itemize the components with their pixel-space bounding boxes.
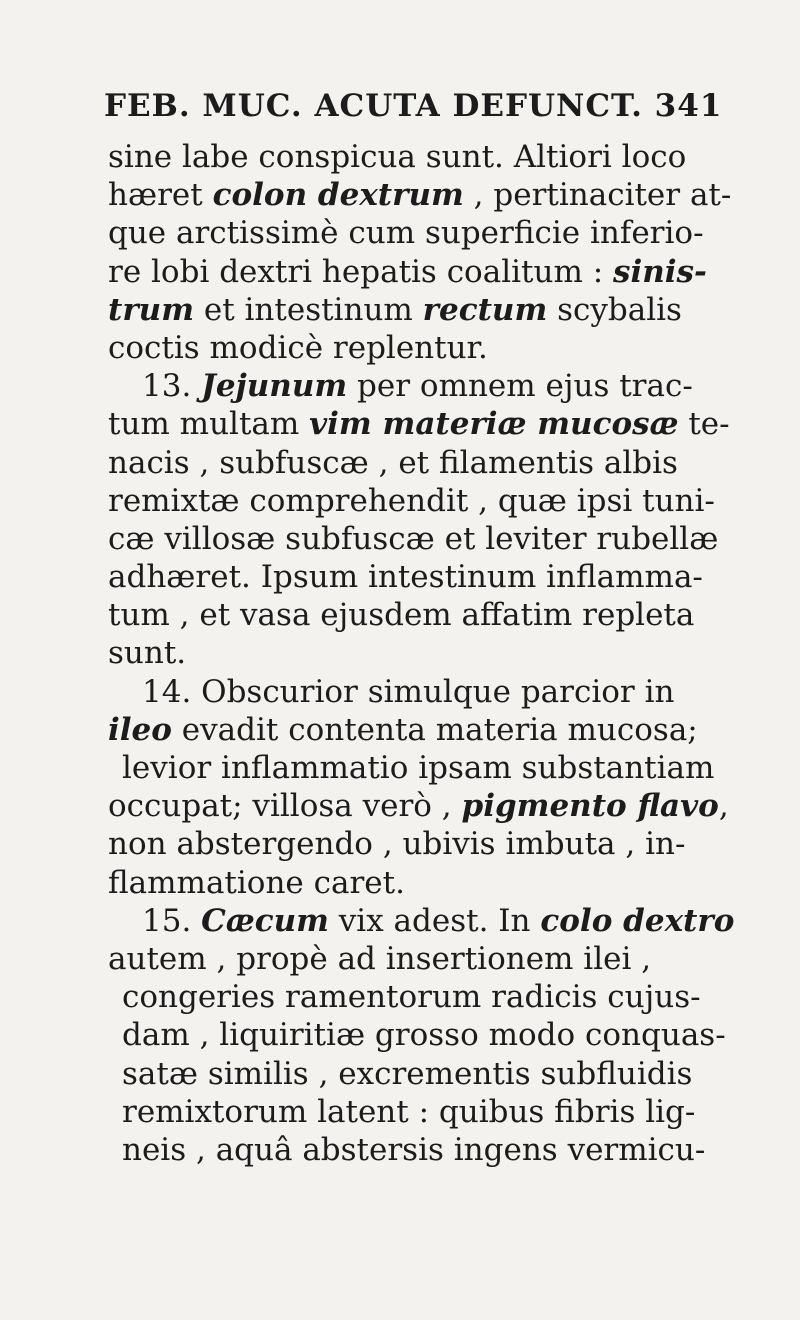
text-line	[108, 253, 798, 291]
text-line	[108, 1131, 798, 1169]
text-run: cæ villosæ subfuscæ et leviter rubellæ	[108, 520, 719, 557]
text-line	[108, 558, 798, 596]
text-line	[108, 214, 798, 252]
text-run: que arctissimè cum superficie inferio-	[108, 215, 704, 252]
text-line	[108, 978, 798, 1016]
text-line	[108, 596, 798, 634]
text-line	[108, 902, 798, 940]
italic-term: Jejunum	[201, 368, 348, 405]
text-line	[108, 787, 798, 825]
text-run: non abstergendo , ubivis imbuta , in-	[108, 826, 686, 863]
text-line	[108, 405, 798, 443]
text-line	[108, 482, 798, 520]
text-run: sine labe conspicua sunt. Altiori loco	[108, 139, 687, 175]
text-run: per omnem ejus trac-	[347, 368, 693, 405]
text-line	[108, 1093, 798, 1131]
text-line	[108, 940, 798, 978]
italic-term: rectum	[422, 291, 548, 328]
text-run: autem , propè ad insertionem ilei ,	[108, 940, 652, 977]
text-run: satæ similis , excrementis subfluidis	[122, 1055, 693, 1092]
text-line	[108, 329, 798, 367]
running-header: FEB. MUC. ACUTA DEFUNCT. 341	[104, 88, 723, 124]
text-run: adhæret. Ipsum intestinum inflamma-	[108, 559, 703, 596]
text-run: tum , et vasa ejusdem affatim repleta	[108, 597, 695, 634]
text-run: evadit contenta materia mucosa;	[171, 711, 698, 748]
text-run: ,	[718, 788, 729, 825]
text-line	[108, 291, 798, 329]
text-run: scybalis	[547, 291, 682, 328]
text-run: dam , liquiritiæ grosso modo conquas-	[122, 1017, 726, 1054]
text-run: vix adest. In	[328, 902, 541, 939]
text-run: remixtæ comprehendit , quæ ipsi tuni-	[108, 482, 715, 519]
text-run: , pertinaciter at-	[463, 177, 732, 214]
text-run: nacis , subfuscæ , et filamentis albis	[108, 444, 678, 481]
text-run: occupat; villosa verò ,	[108, 788, 462, 825]
italic-term: sinis-	[613, 253, 707, 290]
text-run: hæret	[108, 177, 213, 214]
text-line	[108, 1016, 798, 1054]
text-line	[108, 673, 798, 711]
text-line	[108, 444, 798, 482]
text-run: tum multam	[108, 406, 310, 443]
text-run: sunt.	[108, 635, 187, 672]
text-line	[108, 1055, 798, 1093]
italic-term: ileo	[108, 711, 172, 748]
text-run: te-	[678, 406, 730, 443]
text-run: congeries ramentorum radicis cujus-	[122, 979, 701, 1016]
text-run: neis , aquâ abstersis ingens vermicu-	[122, 1131, 706, 1168]
text-run: 13.	[142, 368, 202, 405]
italic-term: colon dextrum	[212, 177, 464, 214]
text-run: 14. Obscurior simulque parcior in	[142, 673, 675, 710]
italic-term: vim materiæ mucosæ	[309, 406, 679, 443]
text-run: 15.	[142, 902, 202, 939]
text-run: flammatione caret.	[108, 864, 405, 901]
italic-term: Cæcum	[201, 902, 329, 939]
text-line	[108, 825, 798, 863]
text-line	[108, 711, 798, 749]
body-text	[108, 138, 798, 1169]
text-run: remixtorum latent : quibus fibris lig-	[122, 1093, 696, 1130]
text-run: coctis modicè replentur.	[108, 329, 488, 366]
text-line	[108, 138, 798, 176]
text-line	[108, 367, 798, 405]
text-run: et intestinum	[194, 291, 423, 328]
italic-term: colo dextro	[540, 902, 735, 939]
text-run: levior inflammatio ipsam substantiam	[122, 750, 715, 786]
text-line	[108, 520, 798, 558]
italic-term: trum	[108, 291, 194, 328]
text-line	[108, 634, 798, 672]
text-run: re lobi dextri hepatis coalitum :	[108, 253, 614, 290]
italic-term: pigmento flavo	[461, 788, 719, 825]
text-line	[108, 864, 798, 902]
text-line	[108, 176, 798, 214]
text-line	[108, 749, 798, 787]
